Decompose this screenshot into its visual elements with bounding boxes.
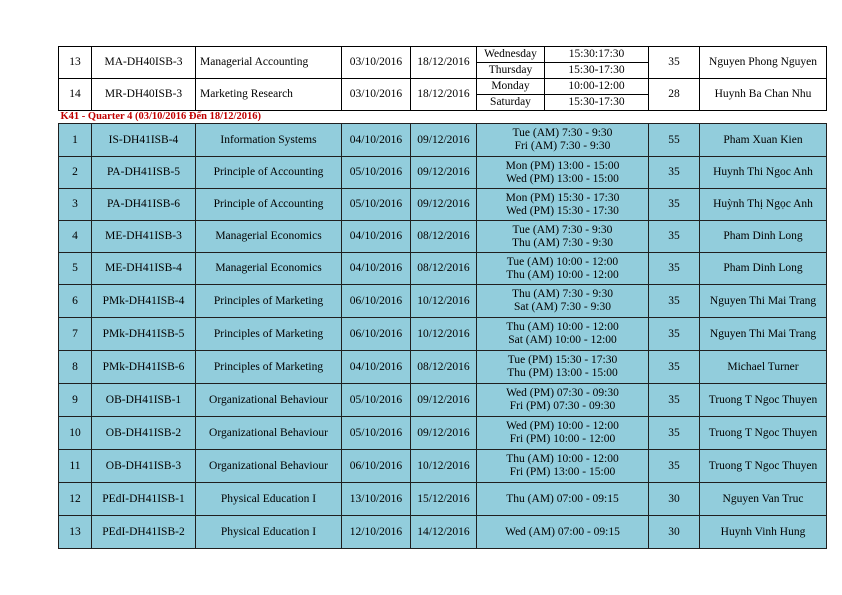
class-code: PA-DH41ISB-6: [92, 189, 196, 221]
student-count: 30: [649, 516, 700, 549]
subject-name: Principle of Accounting: [196, 189, 342, 221]
class-code: MA-DH40ISB-3: [92, 47, 196, 79]
table-row: [59, 189, 827, 221]
lecturer-name: Huynh Vinh Hung: [700, 516, 827, 549]
row-number: 13: [59, 47, 92, 79]
table-row: [59, 351, 827, 384]
table-row: [59, 47, 827, 79]
schedule-slot: Tue (AM) 10:00 - 12:00: [506, 255, 619, 268]
start-date: 06/10/2016: [342, 450, 411, 483]
schedule-slot: Tue (PM) 15:30 - 17:30: [507, 354, 618, 366]
lecturer-name: Huỳnh Thị Ngọc Anh: [700, 189, 827, 221]
section-title: K41 - Quarter 4 (03/10/2016 Đến 18/12/2016): [60, 111, 261, 122]
row-number: 1: [59, 124, 92, 157]
class-code: OB-DH41ISB-1: [92, 384, 196, 417]
row-number: 11: [59, 450, 92, 483]
schedule-slot: Sat (AM) 7:30 - 9:30: [513, 301, 612, 313]
table-row: [59, 318, 827, 351]
row-number: 2: [59, 157, 92, 189]
class-code: PA-DH41ISB-5: [92, 157, 196, 189]
end-date: 10/12/2016: [411, 318, 477, 351]
student-count: 28: [649, 79, 700, 111]
row-number: 8: [59, 351, 92, 384]
start-date: 05/10/2016: [342, 189, 411, 221]
schedule-slot: Thu (AM) 10:00 - 12:00: [506, 268, 619, 281]
schedule-slot: Thu (AM) 10:00 - 12:00: [506, 321, 619, 333]
lecturer-name: Truong T Ngoc Thuyen: [700, 417, 827, 450]
schedule-slot: Fri (PM) 07:30 - 09:30: [509, 400, 616, 412]
student-count: 35: [649, 351, 700, 384]
schedule-cell: [477, 189, 649, 221]
subject-name: Organizational Behaviour: [196, 384, 342, 417]
subject-name: Physical Education I: [196, 483, 342, 516]
end-date: 08/12/2016: [411, 221, 477, 253]
table-row: [59, 253, 827, 285]
class-code: OB-DH41ISB-3: [92, 450, 196, 483]
k41-rows: [59, 124, 827, 549]
schedule-slot: Sat (AM) 10:00 - 12:00: [508, 334, 617, 346]
schedule-slot: Wed (PM) 15:30 - 17:30: [506, 204, 619, 217]
schedule-cell: [477, 318, 649, 351]
class-code: MR-DH40ISB-3: [92, 79, 196, 111]
schedule-slot: Thu (AM) 07:00 - 09:15: [506, 492, 619, 505]
lecturer-name: Nguyen Thi Mai Trang: [700, 285, 827, 318]
end-date: 09/12/2016: [411, 417, 477, 450]
schedule-slot: Wed (AM) 07:00 - 09:15: [505, 525, 620, 538]
schedule-cell: [477, 450, 649, 483]
student-count: 35: [649, 384, 700, 417]
class-code: IS-DH41ISB-4: [92, 124, 196, 157]
table-row: [59, 124, 827, 157]
lecturer-name: Pham Dinh Long: [700, 253, 827, 285]
row-number: 12: [59, 483, 92, 516]
schedule-time: 15:30:17:30: [568, 48, 625, 60]
end-date: 09/12/2016: [411, 189, 477, 221]
schedule-cell: [477, 483, 649, 516]
table-row: [59, 450, 827, 483]
row-number: 9: [59, 384, 92, 417]
student-count: 35: [649, 189, 700, 221]
subject-name: Managerial Economics: [196, 221, 342, 253]
schedule-slot: Fri (PM) 13:00 - 15:00: [509, 466, 616, 478]
row-number: 14: [59, 79, 92, 111]
schedule-slot: Wed (PM) 13:00 - 15:00: [506, 172, 619, 185]
end-date: 18/12/2016: [411, 79, 477, 111]
schedule-slot: Fri (PM) 10:00 - 12:00: [509, 433, 616, 445]
start-date: 13/10/2016: [342, 483, 411, 516]
row-number: 13: [59, 516, 92, 549]
row-number: 7: [59, 318, 92, 351]
end-date: 08/12/2016: [411, 253, 477, 285]
student-count: 30: [649, 483, 700, 516]
student-count: 35: [649, 417, 700, 450]
lecturer-name: Nguyen Van Truc: [700, 483, 827, 516]
end-date: 10/12/2016: [411, 450, 477, 483]
subject-name: Principle of Accounting: [196, 157, 342, 189]
subject-name: Managerial Accounting: [196, 47, 342, 79]
start-date: 12/10/2016: [342, 516, 411, 549]
row-number: 3: [59, 189, 92, 221]
end-date: 09/12/2016: [411, 384, 477, 417]
start-date: 05/10/2016: [342, 157, 411, 189]
schedule-cell: [477, 253, 649, 285]
lecturer-name: Huynh Ba Chan Nhu: [700, 79, 827, 111]
schedule-slot: Thu (AM) 10:00 - 12:00: [506, 453, 619, 465]
subject-name: Organizational Behaviour: [196, 417, 342, 450]
student-count: 35: [649, 450, 700, 483]
lecturer-name: Nguyen Phong Nguyen: [700, 47, 827, 79]
start-date: 04/10/2016: [342, 124, 411, 157]
schedule-cell: [477, 384, 649, 417]
schedule-time: 15:30-17:30: [568, 96, 625, 108]
table-row: [59, 384, 827, 417]
schedule-slot: Thu (PM) 13:00 - 15:00: [507, 367, 618, 379]
end-date: 15/12/2016: [411, 483, 477, 516]
lecturer-name: Pham Dinh Long: [700, 221, 827, 253]
end-date: 18/12/2016: [411, 47, 477, 79]
start-date: 03/10/2016: [342, 79, 411, 111]
subject-name: Physical Education I: [196, 516, 342, 549]
table-row: [59, 417, 827, 450]
table-row: [59, 285, 827, 318]
schedule-cell: [477, 221, 649, 253]
end-date: 09/12/2016: [411, 124, 477, 157]
student-count: 35: [649, 285, 700, 318]
schedule-day: Monday: [477, 79, 545, 94]
subject-name: Marketing Research: [196, 79, 342, 111]
class-code: PMk-DH41ISB-6: [92, 351, 196, 384]
schedule-slot: Thu (AM) 7:30 - 9:30: [512, 236, 613, 249]
subject-name: Principles of Marketing: [196, 351, 342, 384]
schedule-cell: [477, 79, 649, 111]
class-code: ME-DH41ISB-4: [92, 253, 196, 285]
subject-name: Organizational Behaviour: [196, 450, 342, 483]
row-number: 10: [59, 417, 92, 450]
lecturer-name: Pham Xuan Kien: [700, 124, 827, 157]
schedule-table: [58, 46, 827, 549]
student-count: 35: [649, 47, 700, 79]
schedule-slot: Tue (AM) 7:30 - 9:30: [512, 223, 613, 236]
end-date: 10/12/2016: [411, 285, 477, 318]
start-date: 04/10/2016: [342, 351, 411, 384]
lecturer-name: Nguyen Thi Mai Trang: [700, 318, 827, 351]
class-code: PMk-DH41ISB-4: [92, 285, 196, 318]
end-date: 14/12/2016: [411, 516, 477, 549]
student-count: 35: [649, 318, 700, 351]
schedule-cell: [477, 124, 649, 157]
subject-name: Principles of Marketing: [196, 318, 342, 351]
class-code: PEdI-DH41ISB-2: [92, 516, 196, 549]
start-date: 05/10/2016: [342, 417, 411, 450]
table-row: [59, 516, 827, 549]
k40-rows: [59, 47, 827, 111]
schedule-slot: Mon (PM) 13:00 - 15:00: [505, 159, 620, 172]
schedule-slot: Wed (PM) 10:00 - 12:00: [506, 420, 619, 432]
schedule-day: Saturday: [477, 95, 545, 110]
lecturer-name: Huynh Thi Ngoc Anh: [700, 157, 827, 189]
schedule-cell: [477, 285, 649, 318]
start-date: 05/10/2016: [342, 384, 411, 417]
row-number: 4: [59, 221, 92, 253]
schedule-day: Thursday: [477, 63, 545, 78]
schedule-slot: Mon (PM) 15:30 - 17:30: [505, 191, 620, 204]
schedule-slot: Tue (AM) 7:30 - 9:30: [512, 127, 613, 139]
class-code: PEdI-DH41ISB-1: [92, 483, 196, 516]
start-date: 06/10/2016: [342, 285, 411, 318]
table-row: [59, 483, 827, 516]
schedule-cell: [477, 417, 649, 450]
row-number: 5: [59, 253, 92, 285]
class-code: ME-DH41ISB-3: [92, 221, 196, 253]
schedule-cell: [477, 516, 649, 549]
student-count: 35: [649, 253, 700, 285]
subject-name: Information Systems: [196, 124, 342, 157]
table-row: [59, 157, 827, 189]
start-date: 04/10/2016: [342, 221, 411, 253]
lecturer-name: Truong T Ngoc Thuyen: [700, 450, 827, 483]
subject-name: Managerial Economics: [196, 253, 342, 285]
schedule-time: 10:00-12:00: [568, 80, 625, 92]
start-date: 03/10/2016: [342, 47, 411, 79]
schedule-slot: Thu (AM) 7:30 - 9:30: [512, 288, 613, 300]
schedule-cell: [477, 157, 649, 189]
schedule-time: 15:30-17:30: [568, 64, 625, 76]
student-count: 55: [649, 124, 700, 157]
row-number: 6: [59, 285, 92, 318]
section-header: [59, 111, 827, 124]
student-count: 35: [649, 221, 700, 253]
schedule-day: Wednesday: [477, 47, 545, 62]
schedule-slot: Wed (PM) 07:30 - 09:30: [506, 387, 619, 399]
start-date: 06/10/2016: [342, 318, 411, 351]
schedule-cell: [477, 47, 649, 79]
student-count: 35: [649, 157, 700, 189]
table-row: [59, 79, 827, 111]
class-code: PMk-DH41ISB-5: [92, 318, 196, 351]
lecturer-name: Truong T Ngoc Thuyen: [700, 384, 827, 417]
schedule-slot: Fri (AM) 7:30 - 9:30: [514, 140, 611, 152]
lecturer-name: Michael Turner: [700, 351, 827, 384]
end-date: 09/12/2016: [411, 157, 477, 189]
start-date: 04/10/2016: [342, 253, 411, 285]
table-row: [59, 221, 827, 253]
subject-name: Principles of Marketing: [196, 285, 342, 318]
schedule-cell: [477, 351, 649, 384]
class-code: OB-DH41ISB-2: [92, 417, 196, 450]
end-date: 08/12/2016: [411, 351, 477, 384]
